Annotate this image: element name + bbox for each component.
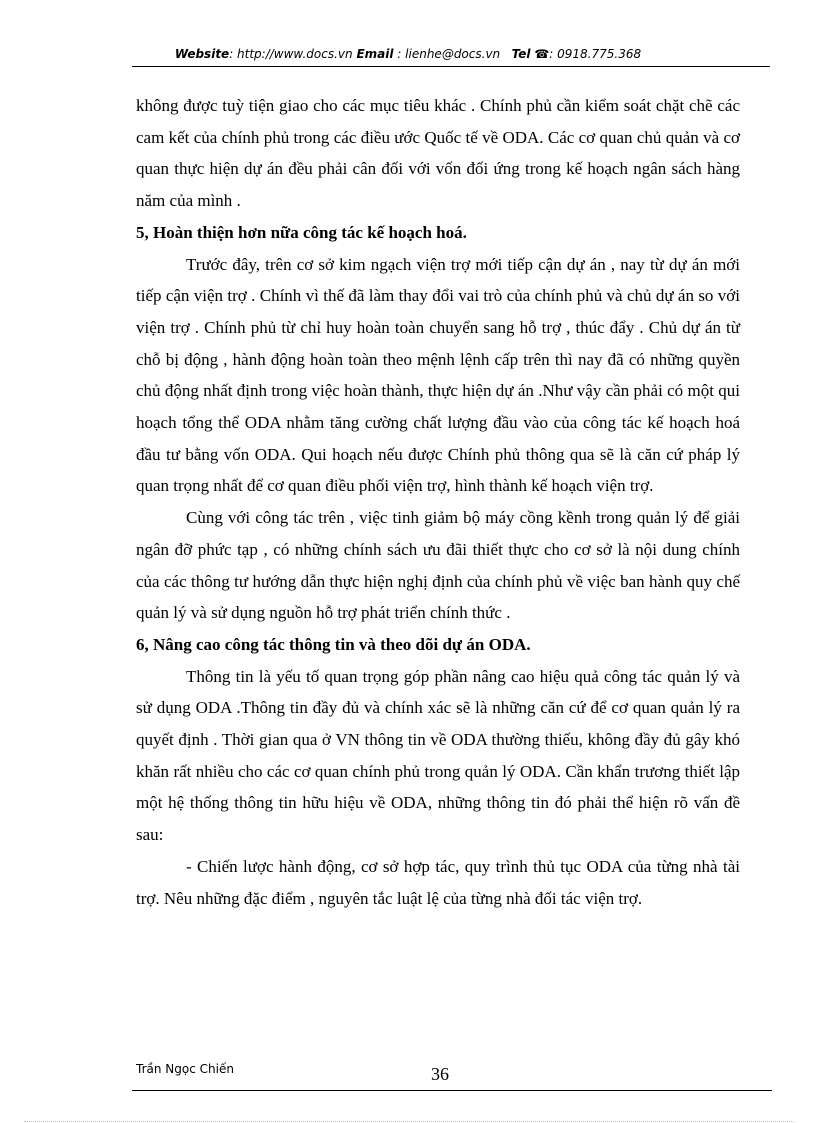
tel-number: : 0918.775.368 (549, 47, 642, 61)
tel-label: Tel (511, 47, 531, 61)
page-bottom-border (24, 1121, 794, 1122)
paragraph-4: Thông tin là yếu tố quan trọng góp phần nâng cao hiệu quả công tác quản lý và sử dụng ODA .Thông tin đầy đủ và chính xác sẽ là những căn cứ để cơ quan quản lý ra quyết định . Thời gian qua ở VN thông tin về ODA thường thiếu, không đầy đủ gây khó khăn rất nhiều cho các cơ quan chính phủ trong quản lý ODA. Cần khẩn trương thiết lập một hệ thống thông tin hữu hiệu về ODA, những thông tin đó phải thể hiện rõ vấn đề sau: (136, 666, 740, 845)
header-divider (132, 66, 770, 67)
paragraph-5: - Chiến lược hành động, cơ sở hợp tác, quy trình thủ tục ODA của từng nhà tài trợ. Nêu những đặc điểm , nguyên tắc luật lệ của từng nhà đối tác viện trợ. (136, 856, 740, 908)
website-label: Website (174, 47, 230, 61)
footer-divider (132, 1090, 772, 1091)
email-address: : lienhe@docs.vn (393, 47, 501, 61)
page-header (0, 47, 816, 61)
paragraph-2: Trước đây, trên cơ sở kim ngạch viện trợ mới tiếp cận dự án , nay từ dự án mới tiếp cận viện trợ . Chính vì thế đã làm thay đổi vai trò của chính phủ và chủ dự án so với viện trợ . Chính phủ từ chỉ huy hoàn toàn chuyển sang hỗ trợ , thúc đẩy . Chủ dự án từ chỗ bị động , hành động hoàn toàn theo mệnh lệnh cấp trên thì nay đã có những quyền chủ động nhất định trong việc hoàn thành, thực hiện dự án .Như vậy cần phải có một qui hoạch tổng thể ODA nhằm tăng cường chất lượng đầu vào của công tác kế hoạch hoá đầu tư bằng vốn ODA. Qui hoạch nếu được Chính phủ thông qua sẽ là căn cứ pháp lý quan trọng nhất để cơ quan điều phối viện trợ, hình thành kế hoạch viện trợ. (136, 254, 740, 496)
paragraph-3: Cùng với công tác trên , việc tinh giảm bộ máy cồng kềnh trong quản lý để giải ngân đỡ phức tạp , có những chính sách ưu đãi thiết thực cho cơ sở là nội dung chính của các thông tư hướng dẫn thực hiện nghị định của chính phủ về việc ban hành quy chế quản lý và sử dụng nguồn hỗ trợ phát triển chính thức . (136, 508, 740, 623)
email-label: Email (356, 47, 394, 61)
section-heading-5: 5, Hoàn thiện hơn nữa công tác kế hoạch hoá. (136, 222, 467, 242)
phone-icon: ☎ (534, 47, 550, 61)
document-body (136, 90, 740, 914)
page-number: 36 (431, 1064, 449, 1084)
website-url: : http://www.docs.vn (229, 47, 353, 61)
footer-author: Trần Ngọc Chiến (136, 1062, 234, 1076)
section-heading-6: 6, Nâng cao công tác thông tin và theo dõi dự án ODA. (136, 634, 531, 654)
paragraph-1: không được tuỳ tiện giao cho các mục tiêu khác . Chính phủ cần kiểm soát chặt chẽ các cam kết của chính phủ trong các điều ước Quốc tế về ODA. Các cơ quan chủ quản và cơ quan thực hiện dự án đều phải cân đối với vốn đối ứng trong kế hoạch ngân sách hàng năm của mình . (136, 96, 740, 211)
